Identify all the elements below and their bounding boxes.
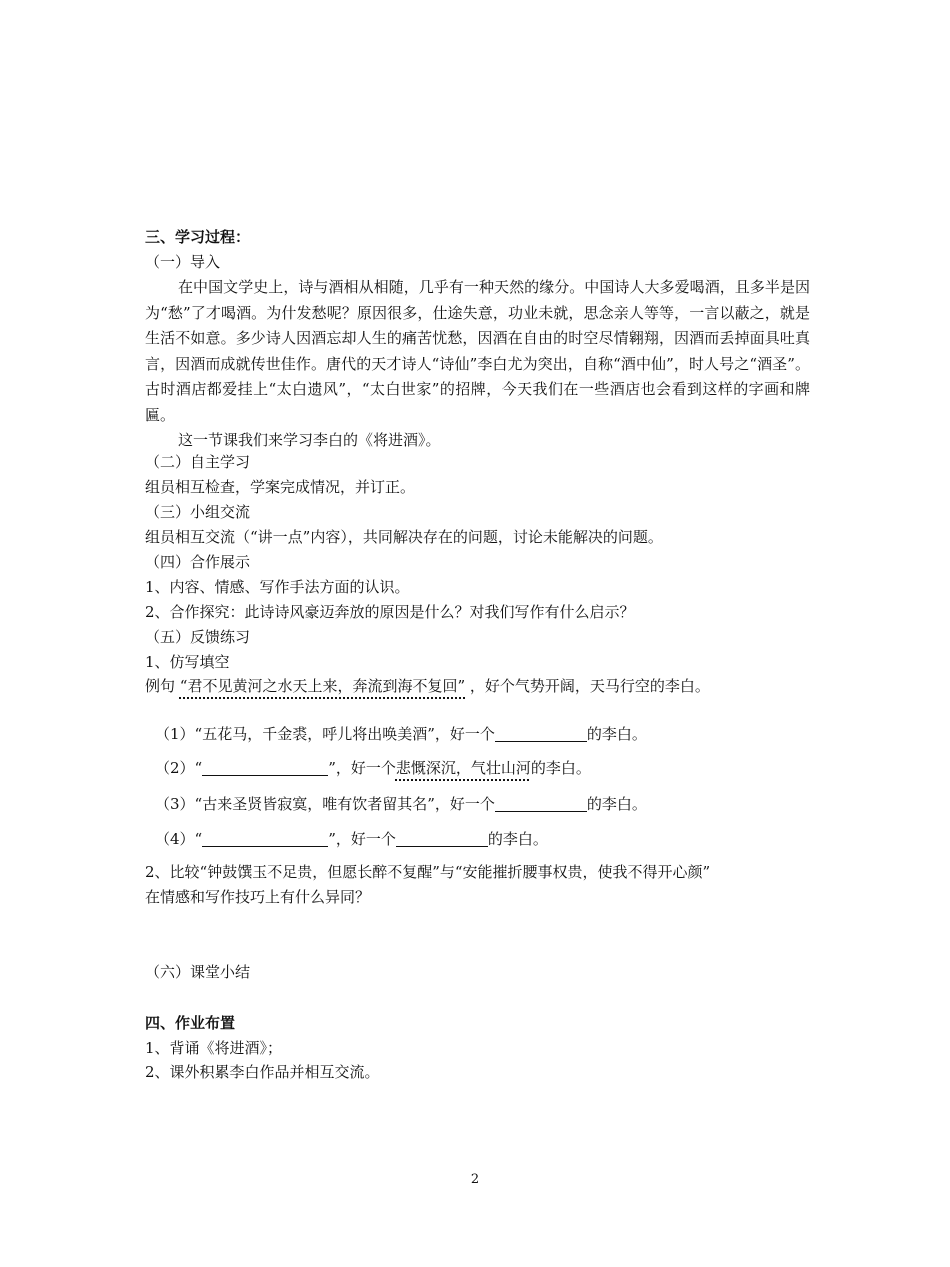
section-heading-learning-process: 三、学习过程： <box>145 228 251 246</box>
subheading-cooperation: （四）合作展示 <box>145 553 251 571</box>
subheading-intro: （一）导入 <box>145 253 221 271</box>
example-prefix: 例句 <box>145 677 180 695</box>
exercise-1-title: 1、仿写填空 <box>145 653 230 671</box>
example-suffix: ，好个气势开阔，天马行空的李白。 <box>469 677 710 695</box>
subheading-group-exchange: （三）小组交流 <box>145 503 251 521</box>
example-quote: “君不见黄河之水天上来，奔流到海不复回” <box>179 677 466 695</box>
fill-item-2-text: （2）“ <box>155 759 203 777</box>
section-heading-homework: 四、作业布置 <box>145 1014 236 1032</box>
subheading-self-study: （二）自主学习 <box>145 453 251 471</box>
exercise-2-line-1: 2、比较“钟鼓馔玉不足贵，但愿长醉不复醒”与“安能摧折腰事权贵，使我不得开心颜” <box>145 863 711 881</box>
fill-item-2-dotted: 悲慨深沉，气壮山河 <box>395 759 531 777</box>
exercise-2-line-2: 在情感和写作技巧上有什么异同？ <box>145 888 371 906</box>
intro-paragraph <box>145 275 810 454</box>
fill-item-4 <box>155 829 548 849</box>
fill-item-3-tail: 的李白。 <box>586 795 647 813</box>
subheading-summary: （六）课堂小结 <box>145 963 251 981</box>
fill-blank[interactable] <box>396 830 488 847</box>
cooperation-item-2: 2、合作探究：此诗诗风豪迈奔放的原因是什么？对我们写作有什么启示？ <box>145 603 635 621</box>
fill-item-4-text: （4）“ <box>155 830 203 848</box>
example-sentence <box>145 676 710 696</box>
fill-item-2-tail: 的李白。 <box>530 759 591 777</box>
fill-blank[interactable] <box>202 759 328 776</box>
fill-item-2-mid: ”，好一个 <box>328 759 396 777</box>
intro-end-text: 这一节课我们来学习李白的《将进酒》。 <box>178 431 441 449</box>
homework-item-1: 1、背诵《将进酒》； <box>145 1039 283 1057</box>
fill-item-2 <box>155 758 591 778</box>
fill-item-3-text: （3）“古来圣贤皆寂寞，唯有饮者留其名”，好一个 <box>155 795 495 813</box>
fill-blank[interactable] <box>495 725 587 742</box>
fill-item-1-tail: 的李白。 <box>586 725 647 743</box>
homework-item-2: 2、课外积累李白作品并相互交流。 <box>145 1063 380 1081</box>
fill-blank[interactable] <box>495 795 587 812</box>
fill-item-4-mid: ”，好一个 <box>328 830 396 848</box>
fill-item-1-text: （1）“五花马，千金裘，呼儿将出唤美酒”，好一个 <box>155 725 495 743</box>
intro-text: 在中国文学史上，诗与酒相从相随，几乎有一种天然的缘分。中国诗人大多爱喝酒，且多半是因为“愁”了才喝酒。为什发愁呢？原因很多，仕途失意，功业未就，思念亲人等等，一言以蔽之，就是生活不如意。多少诗人因酒忘却人生的痛苦忧愁，因酒在自由的时空尽情翱翔，因酒而丢掉面具吐真言，因酒而成就传世佳作。唐代的天才诗人“诗仙”李白尤为突出，自称“酒中仙”，时人号之“酒圣”。古时酒店都爱挂上“太白遗风”，“太白世家”的招牌，今天我们在一些酒店也会看到这样的字画和牌匾。 <box>145 278 810 424</box>
subheading-feedback: （五）反馈练习 <box>145 628 251 646</box>
fill-item-3 <box>155 794 647 814</box>
page-number: 2 <box>470 1172 480 1187</box>
fill-blank[interactable] <box>202 830 328 847</box>
fill-item-1 <box>155 724 647 744</box>
self-study-text: 组员相互检查，学案完成情况，并订正。 <box>145 478 416 496</box>
group-exchange-text: 组员相互交流（“讲一点”内容），共同解决存在的问题，讨论未能解决的问题。 <box>145 528 663 546</box>
fill-item-4-tail: 的李白。 <box>487 830 548 848</box>
cooperation-item-1: 1、内容、情感、写作手法方面的认识。 <box>145 578 410 596</box>
